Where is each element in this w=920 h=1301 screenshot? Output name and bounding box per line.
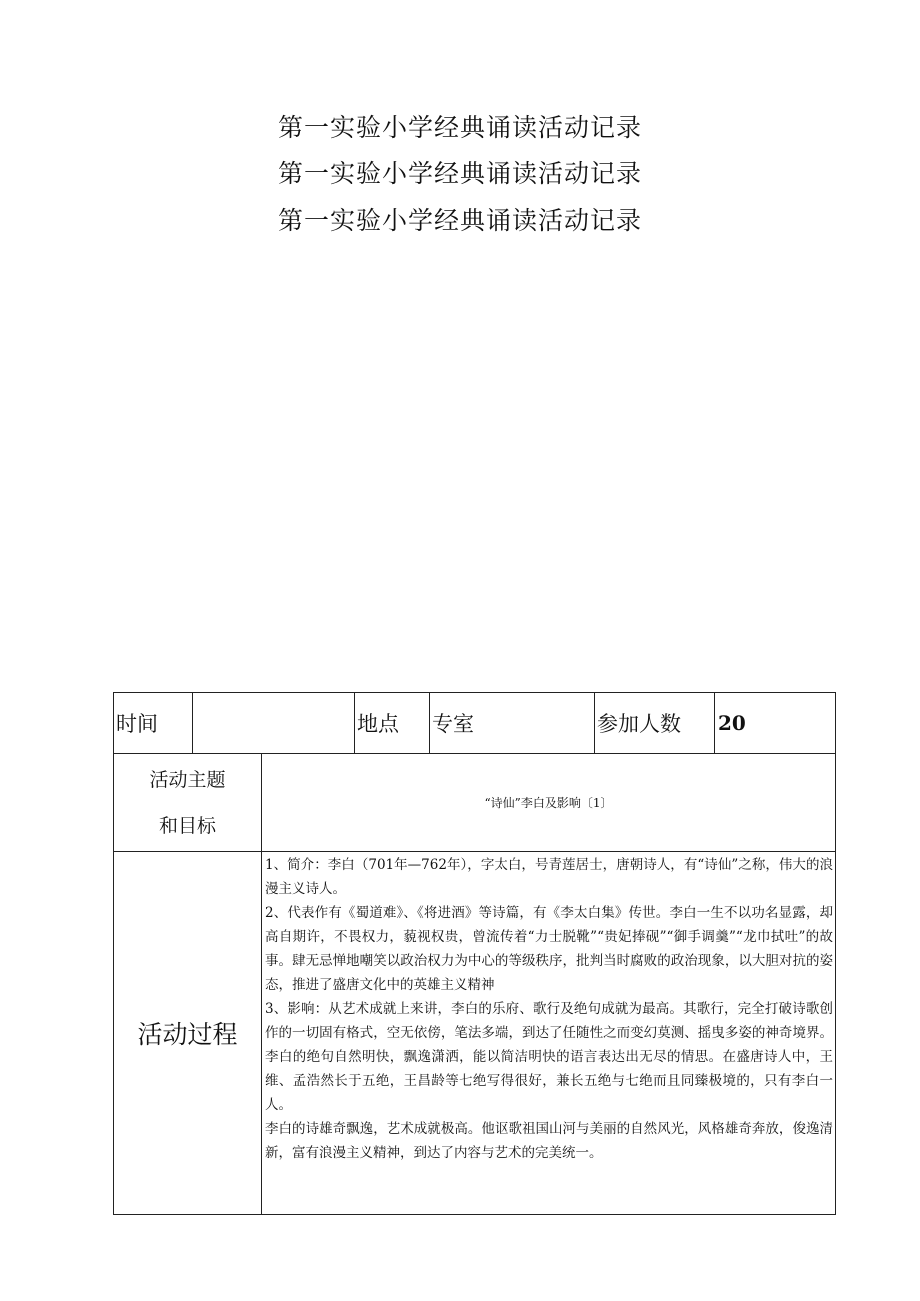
theme-value: “诗仙”李白及影响〔1〕 — [262, 754, 836, 852]
process-paragraph: 2、代表作有《蜀道难》、《将进酒》等诗篇，有《李太白集》传世。李白一生不以功名显露，却高自期许，不畏权力，藐视权贵，曾流传着“力士脱靴”“贵妃捧砚”“御手调羹”“龙巾拭吐”的故事。肆无忌惮地嘲笑以政治权力为中心的等级秩序，批判当时腐败的政治现象，以大胆对抗的姿态，推进了盛唐文化中的英雄主义精神 — [265, 905, 833, 993]
time-label: 时间 — [114, 693, 193, 754]
process-label: 活动过程 — [114, 852, 262, 1215]
participant-count-label: 参加人数 — [595, 693, 715, 754]
document-title-repeat: 第一实验小学经典诵读活动记录 — [277, 206, 642, 235]
process-paragraph: 李白的诗雄奇飘逸，艺术成就极高。他讴歌祖国山河与美丽的自然风光，风格雄奇奔放，俊逸清新，富有浪漫主义精神，到达了内容与艺术的完美统一。 — [265, 1121, 833, 1161]
process-content — [262, 852, 836, 1215]
activity-record-table — [113, 692, 836, 1215]
theme-label — [114, 754, 262, 852]
place-value: 专室 — [430, 693, 595, 754]
process-paragraph: 1、简介：李白（701年—762年），字太白，号青莲居士，唐朝诗人，有“诗仙”之称，伟大的浪漫主义诗人。 — [265, 857, 833, 897]
process-paragraph: 3、影响：从艺术成就上来讲，李白的乐府、歌行及绝句成就为最高。其歌行，完全打破诗歌创作的一切固有格式，空无依傍，笔法多端，到达了任随性之而变幻莫测、摇曳多姿的神奇境界。李白的绝句自然明快，飘逸潇洒，能以简洁明快的语言表达出无尽的情思。在盛唐诗人中，王维、孟浩然长于五绝，王昌龄等七绝写得很好，兼长五绝与七绝而且同臻极境的，只有李白一人。 — [265, 1001, 833, 1113]
document-title: 第一实验小学经典诵读活动记录 — [277, 113, 642, 142]
header-row — [114, 693, 836, 754]
place-label: 地点 — [355, 693, 430, 754]
theme-label-line1: 活动主题 — [149, 768, 226, 791]
theme-row — [114, 754, 836, 852]
theme-label-line2: 和目标 — [158, 814, 216, 837]
participant-count-value: 20 — [715, 693, 836, 754]
time-value — [193, 693, 355, 754]
document-title-repeat: 第一实验小学经典诵读活动记录 — [277, 159, 642, 188]
process-row — [114, 852, 836, 1215]
